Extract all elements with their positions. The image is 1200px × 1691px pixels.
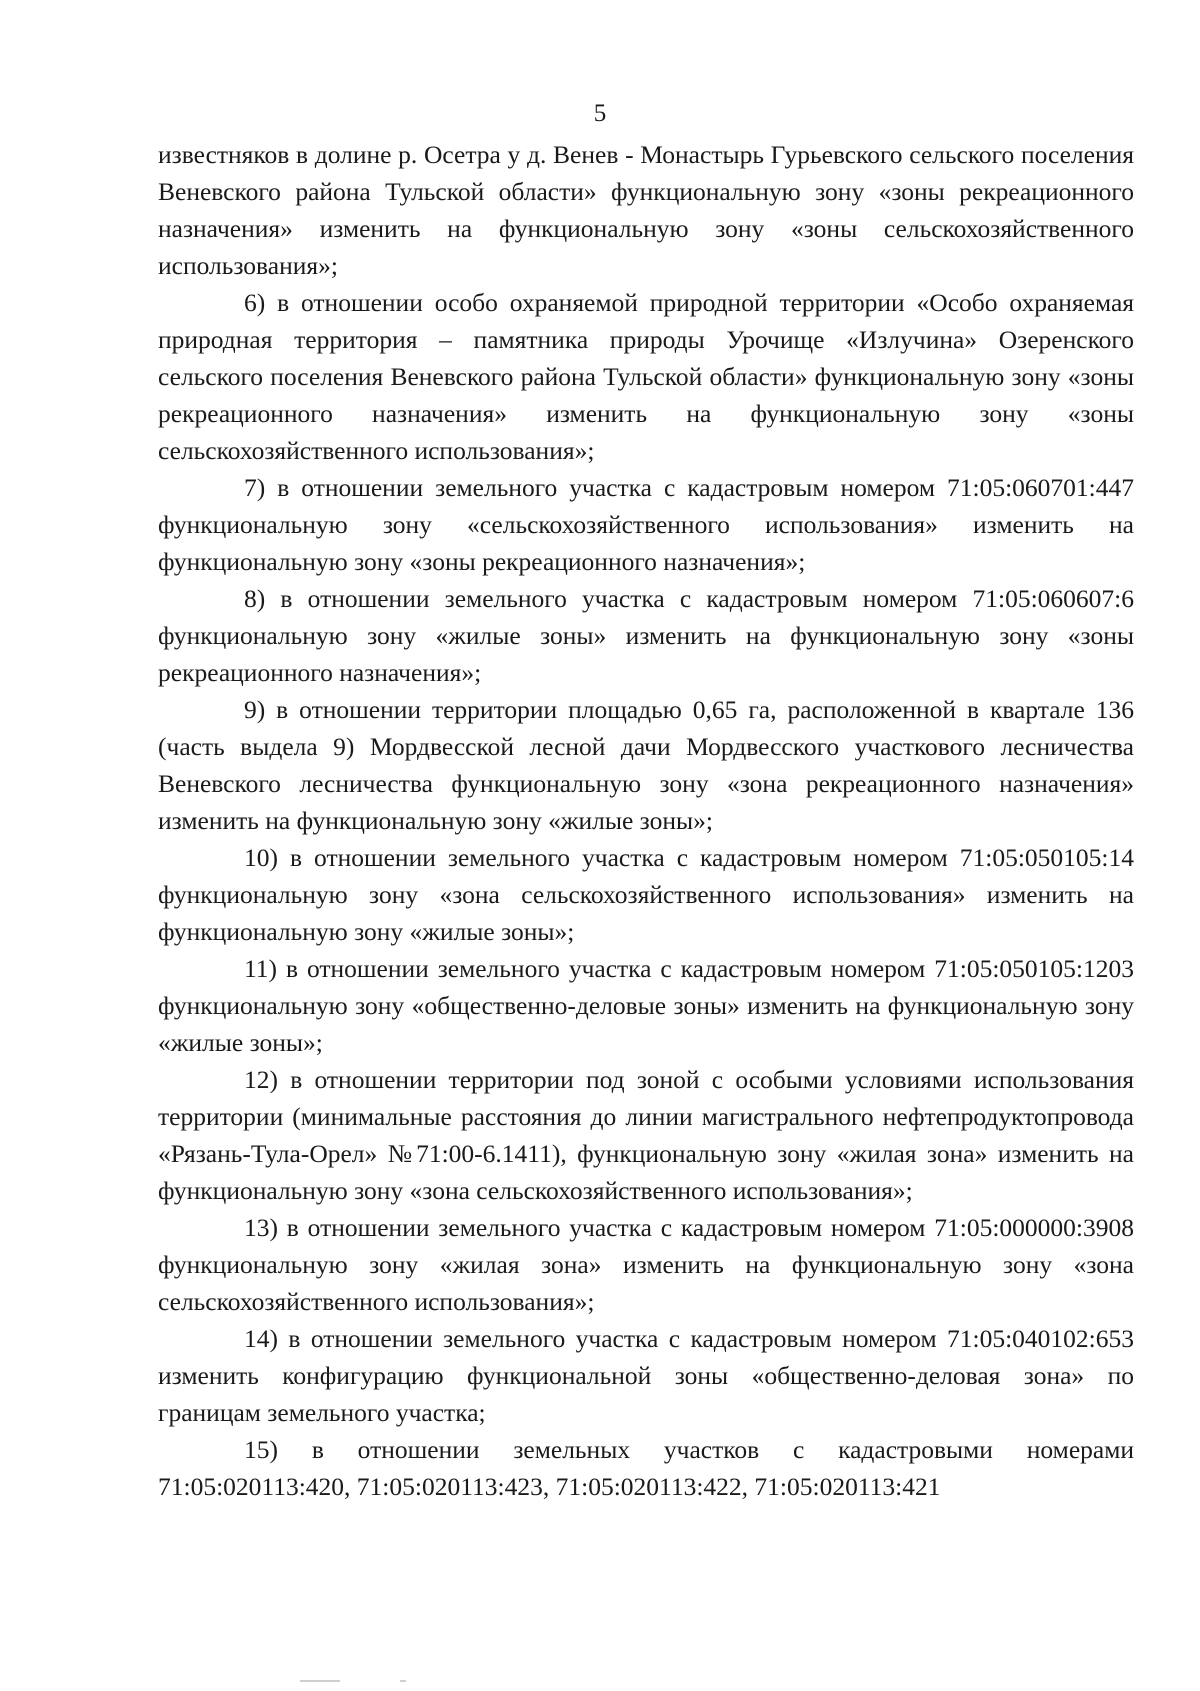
list-item-8: 8) в отношении земельного участка с кадастровым номером 71:05:060607:6 функциональную зону «жилые зоны» изменить на функциональную зону «зоны рекреационного назначения»; bbox=[158, 584, 1134, 687]
list-item-12: 12) в отношении территории под зоной с особыми условиями использования территории (минимальные расстояния до линии магистрального нефтепродуктопровода «Рязань-Тула-Орел» №71:00-6.1411), функциональную зону «жилая зона» изменить на функциональную зону «зона сельскохозяйственного использования»; bbox=[158, 1065, 1134, 1205]
paragraph-continuation: известняков в долине р. Осетра у д. Венев - Монастырь Гурьевского сельского поселения Веневского района Тульской области» функциональную зону «зоны рекреационного назначения» изменить на функциональную зону «зоны сельскохозяйственного использования»; bbox=[158, 140, 1134, 280]
list-item-14: 14) в отношении земельного участка с кадастровым номером 71:05:040102:653 изменить конфигурацию функциональной зоны «общественно-деловая зона» по границам земельного участка; bbox=[158, 1324, 1134, 1427]
list-item-9: 9) в отношении территории площадью 0,65 га, расположенной в квартале 136 (часть выдела 9) Мордвесской лесной дачи Мордвесского участкового лесничества Веневского лесничества функциональную зону «зона рекреационного назначения» изменить на функциональную зону «жилые зоны»; bbox=[158, 695, 1134, 835]
list-item-10: 10) в отношении земельного участка с кадастровым номером 71:05:050105:14 функциональную зону «зона сельскохозяйственного использования» изменить на функциональную зону «жилые зоны»; bbox=[158, 843, 1134, 946]
document-body bbox=[158, 136, 1134, 1505]
list-item-11: 11) в отношении земельного участка с кадастровым номером 71:05:050105:1203 функциональную зону «общественно-деловые зоны» изменить на функциональную зону «жилые зоны»; bbox=[158, 954, 1134, 1057]
scan-artifact bbox=[400, 1680, 406, 1682]
list-item-7: 7) в отношении земельного участка с кадастровым номером 71:05:060701:447 функциональную зону «сельскохозяйственного использования» изменить на функциональную зону «зоны рекреационного назначения»; bbox=[158, 473, 1134, 576]
list-item-15: 15) в отношении земельных участков с кадастровыми номерами 71:05:020113:420, 71:05:020113:423, 71:05:020113:422, 71:05:020113:421 bbox=[158, 1435, 1134, 1501]
scan-artifact bbox=[300, 1680, 340, 1682]
list-item-6: 6) в отношении особо охраняемой природной территории «Особо охраняемая природная территория – памятника природы Урочище «Излучина» Озеренского сельского поселения Веневского района Тульской области» функциональную зону «зоны рекреационного назначения» изменить на функциональную зону «зоны сельскохозяйственного использования»; bbox=[158, 288, 1134, 465]
list-item-13: 13) в отношении земельного участка с кадастровым номером 71:05:000000:3908 функциональную зону «жилая зона» изменить на функциональную зону «зона сельскохозяйственного использования»; bbox=[158, 1213, 1134, 1316]
page-number: 5 bbox=[593, 100, 607, 127]
